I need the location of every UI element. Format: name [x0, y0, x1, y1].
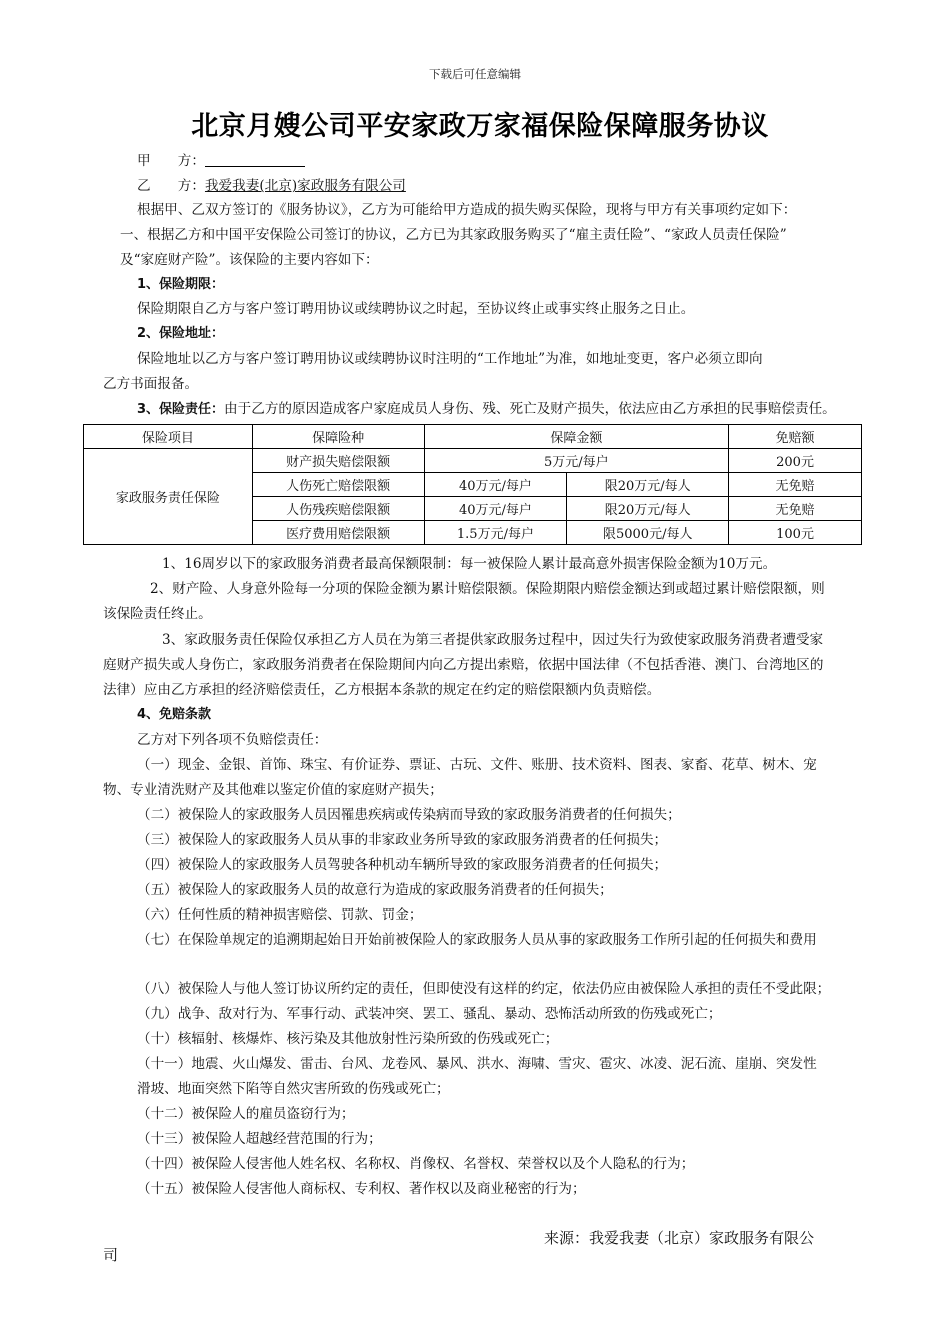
exclusions-intro: 乙方对下列各项不负赔偿责任： [137, 732, 328, 748]
exclusion-14: （十四）被保险人侵害他人姓名权、名称权、肖像权、名誉权、荣誉权以及个人隐私的行为； [137, 1156, 695, 1172]
table-header-row [84, 425, 862, 449]
deductible-cell: 100元 [729, 521, 862, 545]
note-3-line1: 3、家政服务责任保险仅承担乙方人员在为第三者提供家政服务过程中，因过失行为致使家政服务消费者遭受家 [162, 632, 824, 648]
deductible-cell: 无免赔 [729, 473, 862, 497]
type-cell: 医疗费用赔偿限额 [252, 521, 424, 545]
exclusion-10: （十）核辐射、核爆炸、核污染及其他放射性污染所致的伤残或死亡； [137, 1031, 559, 1047]
exclusion-8: （八）被保险人与他人签订协议所约定的责任，但即使没有这样的约定，依法仍应由被保险人承担的责任不受此限； [137, 981, 831, 997]
deductible-cell: 无免赔 [729, 497, 862, 521]
note-2-line1: 2、财产险、人身意外险每一分项的保险金额为累计赔偿限额。保险期限内赔偿金额达到或超过累计赔偿限额，则 [150, 581, 825, 597]
insurance-item-cell: 家政服务责任保险 [84, 449, 253, 545]
exclusion-11-line1: （十一）地震、火山爆发、雷击、台风、龙卷风、暴风、洪水、海啸、雪灾、雹灾、冰凌、泥石流、崖崩、突发性 [137, 1056, 817, 1072]
heading-insurance-period: 1、保险期限： [137, 277, 225, 292]
exclusion-13: （十三）被保险人超越经营范围的行为； [137, 1131, 382, 1147]
exclusion-11-line2: 滑坡、地面突然下陷等自然灾害所致的伤残或死亡； [137, 1081, 450, 1097]
exclusion-2: （二）被保险人的家政服务人员因罹患疾病或传染病而导致的家政服务消费者的任何损失； [137, 807, 681, 823]
note-2-line2: 该保险责任终止。 [103, 606, 212, 622]
heading-insurance-address: 2、保险地址： [137, 326, 225, 341]
header-type: 保障险种 [252, 425, 424, 449]
note-1: 1、16周岁以下的家政服务消费者最高保额限制：每一被保险人累计最高意外损害保险金额为10万元。 [162, 556, 777, 572]
coverage-table [83, 424, 862, 545]
exclusion-6: （六）任何性质的精神损害赔偿、罚款、罚金； [137, 907, 423, 923]
header-amount: 保障金额 [424, 425, 729, 449]
heading-insurance-liability: 3、保险责任： [137, 402, 225, 417]
exclusion-15: （十五）被保险人侵害他人商标权、专利权、著作权以及商业秘密的行为； [137, 1181, 586, 1197]
insurance-liability-text: 由于乙方的原因造成客户家庭成员人身伤、残、死亡及财产损失，依法应由乙方承担的民事赔偿责任。 [224, 401, 836, 417]
header-item: 保险项目 [84, 425, 253, 449]
amount-per-person-cell: 限20万元/每人 [567, 497, 729, 521]
exclusion-7: （七）在保险单规定的追溯期起始日开始前被保险人的家政服务人员从事的家政服务工作所引起的任何损失和费用 [137, 932, 817, 948]
insurance-address-line1: 保险地址以乙方与客户签订聘用协议或续聘协议时注明的“工作地址”为准，如地址变更，客户必须立即向 [137, 351, 763, 367]
exclusion-4: （四）被保险人的家政服务人员驾驶各种机动车辆所导致的家政服务消费者的任何损失； [137, 857, 668, 873]
type-cell: 人伤死亡赔偿限额 [252, 473, 424, 497]
section1-line2: 及“家庭财产险”。该保险的主要内容如下： [120, 252, 379, 268]
source-footer-wrap: 司 [103, 1246, 119, 1264]
exclusion-12: （十二）被保险人的雇员盗窃行为； [137, 1106, 355, 1122]
amount-per-household-cell: 1.5万元/每户 [424, 521, 567, 545]
table-row [84, 449, 862, 473]
party-a-blank [205, 152, 305, 167]
amount-per-household-cell: 40万元/每户 [424, 497, 567, 521]
insurance-period-text: 保险期限自乙方与客户签订聘用协议或续聘协议之时起，至协议终止或事实终止服务之日止。 [137, 301, 695, 317]
amount-per-person-cell: 限20万元/每人 [567, 473, 729, 497]
type-cell: 财产损失赔偿限额 [252, 449, 424, 473]
intro-paragraph: 根据甲、乙双方签订的《服务协议》，乙方为可能给甲方造成的损失购买保险，现将与甲方有关事项约定如下： [137, 202, 797, 218]
document-title: 北京月嫂公司平安家政万家福保险保障服务协议 [191, 111, 769, 142]
amount-per-household-cell: 40万元/每户 [424, 473, 567, 497]
heading-exclusions: 4、免赔条款 [137, 707, 212, 722]
insurance-address-line2: 乙方书面报备。 [103, 376, 199, 392]
note-3-line2: 庭财产损失或人身伤亡，家政服务消费者在保险期间内向乙方提出索赔，依据中国法律（不包括香港、澳门、台湾地区的 [103, 657, 824, 673]
exclusion-3: （三）被保险人的家政服务人员从事的非家政业务所导致的家政服务消费者的任何损失； [137, 832, 668, 848]
amount-cell: 5万元/每户 [424, 449, 729, 473]
amount-per-person-cell: 限5000元/每人 [567, 521, 729, 545]
exclusion-5: （五）被保险人的家政服务人员的故意行为造成的家政服务消费者的任何损失； [137, 882, 613, 898]
party-a-line [137, 149, 305, 173]
insurance-liability-line [137, 397, 836, 422]
party-b-label: 乙 方： [137, 178, 205, 194]
source-footer: 来源：我爱我妻（北京）家政服务有限公 [544, 1229, 815, 1247]
party-b-line [137, 174, 406, 198]
party-a-label: 甲 方： [137, 153, 205, 169]
party-b-value: 我爱我妻(北京)家政服务有限公司 [204, 178, 406, 194]
exclusion-1-line2: 物、专业清洗财产及其他难以鉴定价值的家庭财产损失； [103, 782, 443, 798]
note-3-line3: 法律）应由乙方承担的经济赔偿责任，乙方根据本条款的规定在约定的赔偿限额内负责赔偿。 [103, 682, 661, 698]
exclusion-9: （九）战争、敌对行为、军事行动、武装冲突、罢工、骚乱、暴动、恐怖活动所致的伤残或死亡； [137, 1006, 722, 1022]
header-note: 下载后可任意编辑 [429, 67, 521, 81]
exclusion-1-line1: （一）现金、金银、首饰、珠宝、有价证券、票证、古玩、文件、账册、技术资料、图表、家畜、花草、树木、宠 [137, 757, 817, 773]
header-deductible: 免赔额 [729, 425, 862, 449]
section1-line1: 一、根据乙方和中国平安保险公司签订的协议，乙方已为其家政服务购买了“雇主责任险”、“家政人员责任保险” [120, 227, 787, 243]
type-cell: 人伤残疾赔偿限额 [252, 497, 424, 521]
deductible-cell: 200元 [729, 449, 862, 473]
